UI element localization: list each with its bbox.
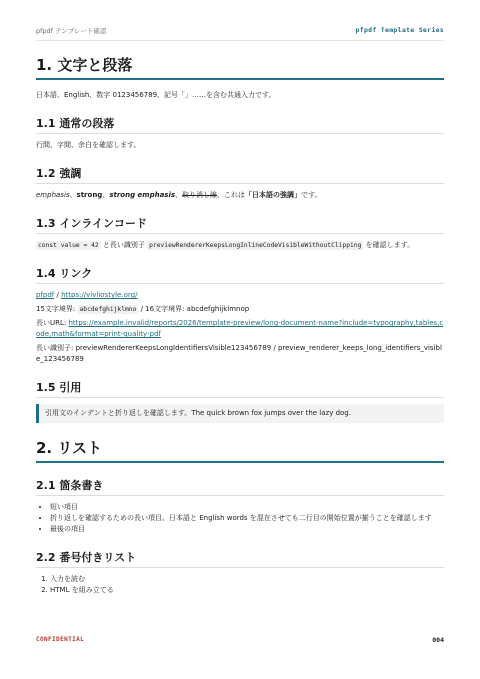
separator: 、: [102, 191, 110, 199]
section-2-1-heading: 2.1 箇条書き: [36, 477, 444, 496]
section-1-2-text: [36, 190, 444, 201]
text-fragment: と長い識別子: [100, 241, 148, 249]
boundary-16-text: / 16文字境界: abcdefghijklmnop: [138, 305, 250, 313]
numbered-list: [36, 574, 444, 596]
long-url-link[interactable]: https://example.invalid/reports/2026/template-preview/long-document-name?include=typography,tables,code,math&format=print-quality-pdf: [36, 319, 444, 338]
section-2-heading: 2. リスト: [36, 437, 444, 463]
separator: /: [54, 291, 62, 299]
section-1-2-heading: 1.2 強調: [36, 165, 444, 184]
page-footer: [36, 636, 444, 646]
header-series: pfpdf Template Series: [355, 26, 444, 34]
text-fragment: です。: [301, 191, 322, 199]
section-1-1-text: 行間、字間、余白を確認します。: [36, 141, 141, 149]
bullet-list: [36, 502, 444, 535]
separator: 、: [175, 191, 183, 199]
list-item: 1. 入力を読む: [50, 574, 444, 585]
section-1-heading: 1. 文字と段落: [36, 54, 444, 80]
vivliostyle-link[interactable]: https://vivliostyle.org/: [61, 291, 138, 299]
strikethrough-text: 取り消し線: [182, 191, 218, 199]
text-fragment: 、これは: [217, 191, 246, 199]
inline-code-long: previewRendererKeepsLongInlineCodeVisibleWithoutClipping: [149, 242, 362, 249]
long-url-line: [36, 318, 444, 340]
list-item: • 短い項目: [50, 502, 444, 513]
section-1-3-text: [36, 240, 444, 251]
emphasis-text: emphasis: [36, 191, 70, 199]
list-item: • 最後の項目: [50, 524, 444, 535]
text-fragment: を確認します。: [363, 241, 415, 249]
section-2-2-heading: 2.2 番号付きリスト: [36, 549, 444, 568]
strong-emphasis-text: strong emphasis: [109, 191, 176, 199]
long-identifier-line: 長い識別子: previewRendererKeepsLongIdentifiersVisible123456789 / preview_renderer_keeps_long_identifiers_visible_123456789: [36, 344, 442, 363]
strong-text: strong: [76, 191, 103, 199]
page-header: [36, 26, 444, 41]
section-1-intro: 日本語、English、数字 0123456789、記号「」……を含む共通入力です。: [36, 91, 276, 99]
page-number: 004: [432, 636, 444, 644]
strong-japanese-text: 「日本語の強調」: [245, 191, 302, 199]
separator: 、: [69, 191, 77, 199]
boundary-15-label: 15文字境界:: [36, 305, 78, 313]
inline-code: const value = 42: [38, 242, 99, 249]
confidential-label: CONFIDENTIAL: [36, 636, 85, 643]
blockquote: 引用文のインデントと折り返しを確認します。The quick brown fox jumps over the lazy dog.: [36, 404, 444, 423]
list-item: • 折り返しを確認するための長い項目。日本語と English words を混在させても二行目の開始位置が揃うことを確認します: [50, 513, 444, 524]
section-1-5-heading: 1.5 引用: [36, 379, 444, 398]
long-url-label: 長いURL:: [36, 319, 69, 327]
pfpdf-link[interactable]: pfpdf: [36, 291, 55, 299]
char-boundary-line: [36, 304, 444, 315]
list-item: 2. HTML を組み立てる: [50, 585, 444, 596]
section-1-3-heading: 1.3 インラインコード: [36, 215, 444, 234]
header-title: pfpdf テンプレート確認: [36, 27, 107, 35]
boundary-15-code: abcdefghijklmno: [79, 306, 137, 313]
page-content: [36, 54, 444, 596]
section-1-4-heading: 1.4 リンク: [36, 265, 444, 284]
section-1-1-heading: 1.1 通常の段落: [36, 115, 444, 134]
links-line: [36, 290, 444, 301]
